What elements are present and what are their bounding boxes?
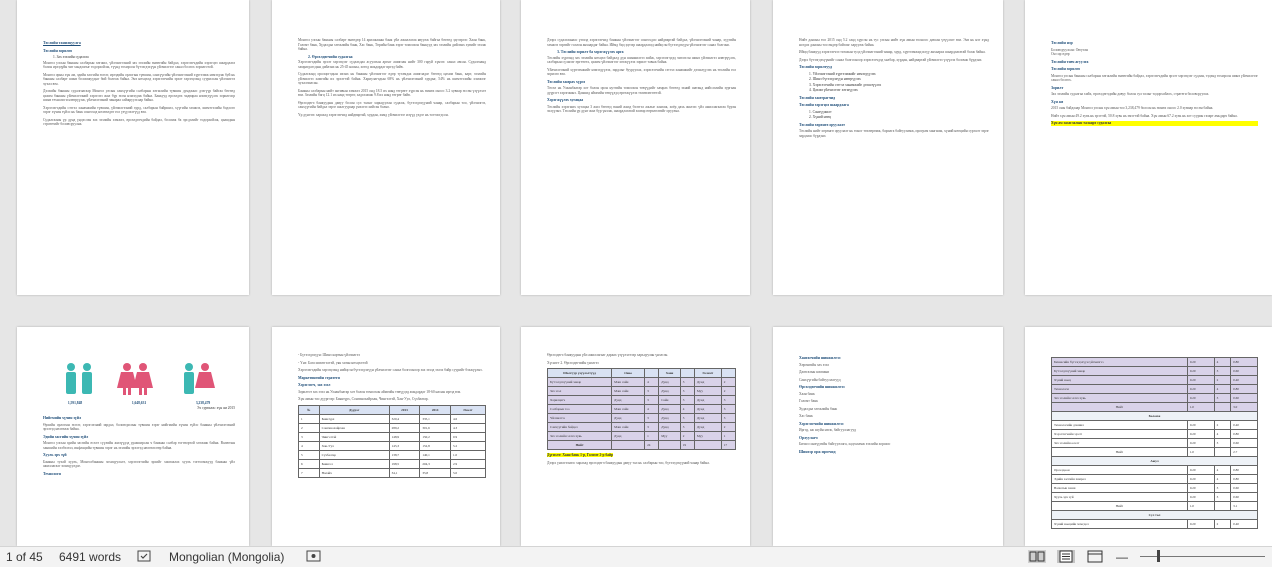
page-heading: Төслийн танилцуулга: [43, 41, 81, 45]
table-row: Эдийн засгийн хямрал 0.20 4 0.80: [1052, 475, 1258, 484]
table-total-row: Нийт 24 19 17: [548, 441, 736, 450]
table-row: Хүний нөөцийн хомсдол 0.20 2 0.40: [1052, 520, 1258, 529]
table-row: Үйлчилгээ Дунд 3 Дунд 3 Дунд 3: [548, 414, 736, 423]
zoom-slider-thumb[interactable]: [1157, 550, 1160, 562]
table-row: Зах зээлийн эзлэх хувь 0.20 3 0.60: [1052, 394, 1258, 403]
document-page-1[interactable]: Төслийн танилцуулга Төслийн зорилго 1. Зах зээлийн судалгаа Монгол улсын банкны салбарын хөгжил, үйлчилгээний зах зээлийн өнөөгийн байдал, хэрэглэгчдийн хэрэгцээ шаардлага болон ирээдүйн чиг хандлагыг тодорхойлж, түүнд тохирсон бүтээгдэхүүн үйлчилгээг санал болгох зорилготой. Монгол орны хүн ам, эдийн засгийн өсөлт, иргэдийн орлогын түвшин, санхүүгийн үйлчилгээний хүртээмж нэмэгдэж буй нь банкны салбарт шинэ боломжуудыг бий болгож байна. Энэ нөхцөлд хэрэглэгчийн эрэлт хэрэгцээнд суурилсан үйлчилгээ чухал юм. Дэлхийн банкны судалгаагаар Монгол улсын санхүүгийн салбарын хөгжлийн түвшин дунджаас дээгүүр байгаа бөгөөд цахим банкны үйлчилгээний хэрэглээ жил бүр өсөн нэмэгдэж байна. Банкууд өрсөлдөх чадвараа нэмэгдүүлэх зорилгоор шинэ технологи нэвтрүүлж, үйлчилгээний чанараа сайжруулсаар байна. Хэрэглэгчдийн сэтгэл ханамжийн түвшин, үйлчилгээний хурд, салбарын байршил, хүүгийн хэмжээ, шимтгэлийн бодлого зэрэг хүчин зүйлс нь банк сонгоход нөлөөлдөг гол үзүүлэлтүүд юм. Судалгааны үр дүнд үндэслэн зах зээлийн хэмжээ, өрсөлдөгчдийн байдал, боломж ба эрсдэлийг тодорхойлж, цаашдын стратегийг боловсруулна.: [17, 0, 249, 295]
figure-caption: Эх сурвалж: хүн ам 2015: [196, 405, 235, 410]
web-layout-view-button[interactable]: [1086, 550, 1104, 563]
document-page-7[interactable]: - Бүтээгдэхүүн: Шинэ картын үйлчилгээ - Үнэ: Бага шимтгэлтэй, уян хатан нөхцөлтэй Хэрэглэгчдийн хэрэгцээнд нийцсэн бүтээгдэхүүн үйлчилгээг санал болгосноор зах зээлд эзлэх байр суурийг бэхжүүлнэ. Маркетингийн стратеги Хэрэглэгч, зах зээл Зорилтот зах зээл нь Улаанбаатар хот болон томоохон аймгийн төвүүдэд амьдардаг 18-60 насны иргэд юм. Хүн амын тоо дүүргээр: Баянзүрх, Сонгинохайрхан, Чингэлтэй, Хан-Уул, Сүхбаатар. № Дүүрэг 2013 2014 Өсөлт 1 Баянзүрх 320,4 335,1 4.6 2 Сонгинохайрхан 289,2 301,6 4.3 3 Чингэлтэй 148,9 150,2 0.9 4 Хан-Уул 145,3 152,8 5.2 5 Сүхбаатар 138,7 140,1 1.0 6 Баянгол 198,5 204,3 2.9 7 Налайх 34,1 35,8 5.0: [272, 327, 500, 546]
table-row: Санхүүгийн байдал Маш сайн 3 Дунд 3 Дунд 2: [548, 423, 736, 432]
male-population-value: 1,591,848: [67, 401, 83, 405]
swot-table: [1051, 357, 1258, 529]
language-indicator[interactable]: Mongolian (Mongolia): [169, 550, 285, 564]
table-row: Технологи 0.20 4 0.80: [1052, 385, 1258, 394]
document-page-4[interactable]: Нийт дансны тоо 2015 онд 5.2 саяд хүрсэн нь тус улсын нийт хүн амын тооноос давсан үзүүлэлт юм. Энэ нь нэг хүнд ногдох дансны тоо өндөр байгааг харуулж байна. Иймд банкууд хэрэглэгчээ татахын тулд үйлчилгээний чанар, хурд, хүртээмжид илүү анхаарах шаардлагатай болж байна. Дээрх бүтээгдэхүүнийг санал болгосноор хэрэглэгчдэд хялбар, хурдан, найдвартай үйлчилгээ үзүүлэх боломж бүрдэнэ. Төслийн зорилтууд 1. Үйлчилгээний хүртээмжийг нэмэгдүүлэх 2. Шинэ бүтээгдэхүүн нэвтрүүлэх 3. Хэрэглэгчийн сэтгэл ханамжийг дээшлүүлэх 4. Цахим үйлчилгээг хөгжүүлэх Төслийн хамтрагчид Төслийн хэрэгцээ шаардлага 1. Санхүүжилт 2. Хүний нөөц Төслийн хөрөнгө оруулалт Төслийн нийт хөрөнгө оруулалт нь тоног төхөөрөмж, барилга байгууламж, програм хангамж, хүний нөөцийн сургалт зэрэг зардлаас бүрдэнэ.: [773, 0, 1003, 295]
table-row: Бүтээгдэхүүний чанар 0.20 3 0.60: [1052, 367, 1258, 376]
read-mode-view-button[interactable]: [1028, 550, 1046, 563]
table-row: Харилцагч Дунд 3 Сайн 3 Дунд 3: [548, 396, 736, 405]
table-row: Зах зээл Маш сайн 3 Дунд 3 Муу 2: [548, 387, 736, 396]
page-count[interactable]: 1 of 45: [6, 550, 43, 564]
document-page-3[interactable]: Дээрх судалгаанаас үзэхэд хэрэглэгчид банкны үйлчилгээг сонгохдоо найдвартай байдал, үйлчилгээний чанар, хүүгийн хэмжээ зэргийг голлон анхаардаг байна. Иймд бид эдгээр шаардлагад нийцсэн бүтээгдэхүүн үйлчилгээг санал болгоно. 3. Төслийн зорилт ба хэрэгжүүлэх арга Төслийн хүрээнд зах зээлийн нөхцөл байдалд дүн шинжилгээ хийж, хэрэглэгчдэд чиглэсэн шинэ үйлчилгээ нэвтрүүлэх, салбарын сүлжээг өргөтгөх, цахим үйлчилгээг хөгжүүлэх зорилт тавьж байна. Үйлчилгээний хүртээмжийг нэмэгдүүлэх, зардлыг бууруулах, хэрэглэгчийн сэтгэл ханамжийг дээшлүүлэх нь төслийн гол зорилго юм. Төслийн хамрах хүрээ Төсөл нь Улаанбаатар хот болон орон нутгийн томоохон төвүүдийг хамрах бөгөөд эхний шатанд нийслэлийн зургаан дүүрэгт хэрэгжинэ. Цаашид аймгийн төвүүдэд өргөжүүлэх төлөвлөгөөтэй. Хэрэгжүүлэх хугацаа Төслийн хэрэгжих хугацаа 3 жил бөгөөд эхний жилд бэлтгэл ажлыг хангаж, хоёр дахь жилээс үйл ажиллагаагаа бүрэн эхлүүлнэ. Төслийн үр дүнг жил бүр үнэлж, шаардлагатай засвар өөрчлөлтийг оруулна.: [521, 0, 750, 295]
female-population-value: 1,648,631: [131, 401, 147, 405]
population-table: № Дүүрэг 2013 2014 Өсөлт 1 Баянзүрх 320,4 335,1 4.6 2 Сонгинохайрхан 289,2 301,6 4.3 3 Чингэлтэй 148,9 150,2 0.9 4 Хан-Уул 145,3 152,8 5.2 5 Сүхбаатар 138,7 140,1 1.0 6 Баянгол 198,5 204,3 2.9 7 Налайх 34,1 35,8 5.0: [298, 405, 486, 478]
table-row: Бүтээгдэхүүний чанар Маш сайн 4 Дунд 3 Дунд 2: [548, 378, 736, 387]
table-row: Зах зээлийн өсөлт 0.20 3 0.60: [1052, 439, 1258, 448]
table-row: Зах зээлийн эзлэх хувь Дунд 1 Муу 2 Муу 1: [548, 432, 736, 441]
population-figure: [43, 359, 235, 399]
document-page-9[interactable]: Хангагчийн шинжилгээ Хөрөнгийн зах зээл Даатгалын компани Санхүүгийн байгууллагууд Өрсөлдөгчийн шинжилгээ Хаан банк Голомт банк Худалдаа хөгжлийн банк Хас банк Хэрэглэгчийн шинжилгээ Иргэд, аж ахуйн нэгж, байгууллагууд Орлуулагч Бичил санхүүгийн байгууллага, хадгаламж зээлийн хоршоо Шинээр орж ирэгчид: [773, 327, 1003, 546]
table-total-row: Нийт 1.0 3.1: [1052, 502, 1258, 511]
status-bar: [0, 546, 1272, 567]
proofing-icon[interactable]: [137, 550, 153, 566]
table-row: Салбарын тоо Маш сайн 4 Дунд 4 Дунд 3: [548, 405, 736, 414]
document-page-6[interactable]: 1,591,848 1,648,631 3,238,479 Эх сурвалж: хүн ам 2015 Нийгмийн хүчин зүйл Өрхийн орлогын өсөлт, хэрэглээний зардал, боловсролын түвшин зэрэг нийгмийн хүчин зүйлс банкны үйлчилгээний эрэлтэд нөлөөлж байна. Эдийн засгийн хүчин зүйл Монгол улсын эдийн засгийн өсөлт сүүлийн жилүүдэд удааширсан ч банкны салбар тогтвортой хөгжиж байна. Валютын ханшийн хэлбэлзэл, инфляцийн түвшин зэрэг нь зээлийн эрэлтэд нөлөөлсөөр байна. Хууль эрх зүй Банкны тухай хууль, Монголбанкны зохицуулалт, хэрэглэгчийн эрхийг хамгаалах хууль тогтоомжууд банкны үйл ажиллагааг зохицуулдаг. Технологи: [17, 327, 249, 546]
table-row: Хүний нөөц 0.20 2 0.40: [1052, 376, 1258, 385]
table-row: Өрсөлдөөн 0.20 4 0.80: [1052, 466, 1258, 475]
table-total-row: Нийт 1.0 3.0: [1052, 403, 1258, 412]
document-page-2[interactable]: Монгол улсын банкны салбарт өнөөдөр 14 арилжааны банк үйл ажиллагаа явуулж байгаа бөгөөд эдгээрээс Хаан банк, Голомт банк, Худалдаа хөгжлийн банк, Хас банк, Төрийн банк зэрэг томоохон банкууд зах зээлийн дийлэнх хувийг эзэлж байна. 2. Өрсөлдөгчийн судалгаа Хэрэглэгчдийн эрэлт хэрэгцээг судлахдаа асуулгын аргыг ашиглан нийт 300 гаруй хүнээс санал авсан. Судалгаанд хамрагдагсдын дийлэнх нь 25-45 насны, хотод амьдардаг иргэд байв. Судалгаанд оролцогчдын ихэнх нь банкны үйлчилгээг өдөр тутамдаа ашигладаг бөгөөд цахим банк, карт, зээлийн үйлчилгээ хамгийн их эрэлттэй байна. Хариулагчдын 68% нь үйлчилгээний хурдыг, 54% нь шимтгэлийн хэмжээг чухалчилсан. Банкны салбарын нийт активын хэмжээ 2015 онд 18.5 их наяд төгрөгт хүрсэн нь өмнөх оноос 3.2 хувиар өссөн үзүүлэлт юм. Зээлийн багц 12.1 их наяд төгрөг, хадгаламж 9.8 их наяд төгрөг байв. Өрсөлдөгч банкуудын давуу болон сул талыг харьцуулан судалж, бүтээгдэхүүний чанар, салбарын тоо, үйлчилгээ, санхүүгийн байдал зэрэг шалгуураар үнэлгээ хийсэн болно. Үр дүнгээс харахад хэрэглэгчид найдвартай, хурдан, хямд үйлчилгээг илүүд үздэг нь тогтоогдсон.: [272, 0, 500, 295]
table-section-row: Аюул: [1052, 457, 1258, 466]
macro-recording-icon[interactable]: [306, 550, 322, 566]
document-page-5[interactable]: Төслийн нэр Боловсруулсан: Оюутан Он сар өдөр Төслийн товч агуулга Төслийн зорилго Монгол улсын банкны салбарын хөгжлийн өнөөгийн байдал, хэрэглэгчдийн эрэлт хэрэгцээг судлан, тэдэнд тохирсон шинэ үйлчилгээг санал болгох. Зорилт Зах зээлийн судалгаа хийх, өрсөлдөгчдийн давуу болон сул талыг тодорхойлох, стратеги боловсруулах. Хүн ам 2015 оны байдлаар Монгол улсын хүн амын тоо 3,238,479 болсон нь өмнөх оноос 2.0 хувиар өссөн байна. Нийт хүн амын 49.2 хувь нь эрэгтэй, 50.8 хувь нь эмэгтэй байна. Хүн амын 67.2 хувь нь хот суурин газарт амьдарч байна. Хүн ам засаглалын талаарх судалгаа: [1025, 0, 1272, 295]
zoom-out-button[interactable]: —: [1116, 550, 1128, 564]
document-page-10[interactable]: [1025, 327, 1272, 546]
total-population-value: 3,238,479: [195, 401, 211, 405]
table-section-row: Сул тал: [1052, 511, 1258, 520]
population-pictogram: [49, 359, 229, 399]
word-count[interactable]: 6491 words: [59, 550, 122, 564]
competitor-table: Шалгуур үзүүлэлтүүд Оноо Хаан Голомт Бүтээгдэхүүний чанар Маш сайн 4 Дунд 3 Дунд 2 Зах зээл Маш сайн 3 Дунд 3 Муу 2 Харилцагч Дунд 3 Сайн 3 Дунд 3 Салбарын тоо Маш сайн 4 Дунд 4 Дунд 3 Үйлчилгээ Дунд 3 Дунд 3 Дунд 3 Санхүүгийн байдал Маш сайн 3 Дунд 3 Дунд 2 Зах зээлийн эзлэх хувь Дунд 1 Муу 2 Муу 1 Нийт 24 19 17: [547, 368, 736, 450]
table-row: Хэрэглэгчийн эрэлт 0.20 4 0.80: [1052, 430, 1258, 439]
table-section-row: Боломж: [1052, 412, 1258, 421]
table-row: Технологийн дэвшил 0.20 2 0.40: [1052, 421, 1258, 430]
document-page-8[interactable]: Өрсөлдөгч банкуудын үйл ажиллагааг дараах үзүүлэлтээр харьцуулан үнэлсэн. Хүснэгт 2. Өрсөлдөгчийн үнэлгээ Шалгуур үзүүлэлтүүд Оноо Хаан Голомт Бүтээгдэхүүний чанар Маш сайн 4 Дунд 3 Дунд 2 Зах зээл Маш сайн 3 Дунд 3 Муу 2 Харилцагч Дунд 3 Сайн 3 Дунд 3 Салбарын тоо Маш сайн 4 Дунд 4 Дунд 3 Үйлчилгээ Дунд 3 Дунд 3 Дунд 3 Санхүүгийн байдал Маш сайн 3 Дунд 3 Дунд 2 Зах зээлийн эзлэх хувь Дунд 1 Муу 2 Муу 1 Нийт 24 19 17 Дүгнэлт: Хаан банк 1-р, Голомт 2-р байр Дээрх үнэлгээнээс харахад өрсөлдөгч банкуудын давуу тал нь салбарын тоо, бүтээгдэхүүний чанар байна.: [521, 327, 750, 546]
table-row: Бизнесийн бүтээгдэхүүн үйлчилгээ 0.20 4 0.80: [1052, 358, 1258, 367]
table-total-row: Нийт 1.0 2.7: [1052, 448, 1258, 457]
print-layout-view-button[interactable]: [1057, 550, 1075, 563]
table-row: Хууль эрх зүй 0.20 3 0.60: [1052, 493, 1258, 502]
table-row: Валютын ханш 0.20 3 0.60: [1052, 484, 1258, 493]
